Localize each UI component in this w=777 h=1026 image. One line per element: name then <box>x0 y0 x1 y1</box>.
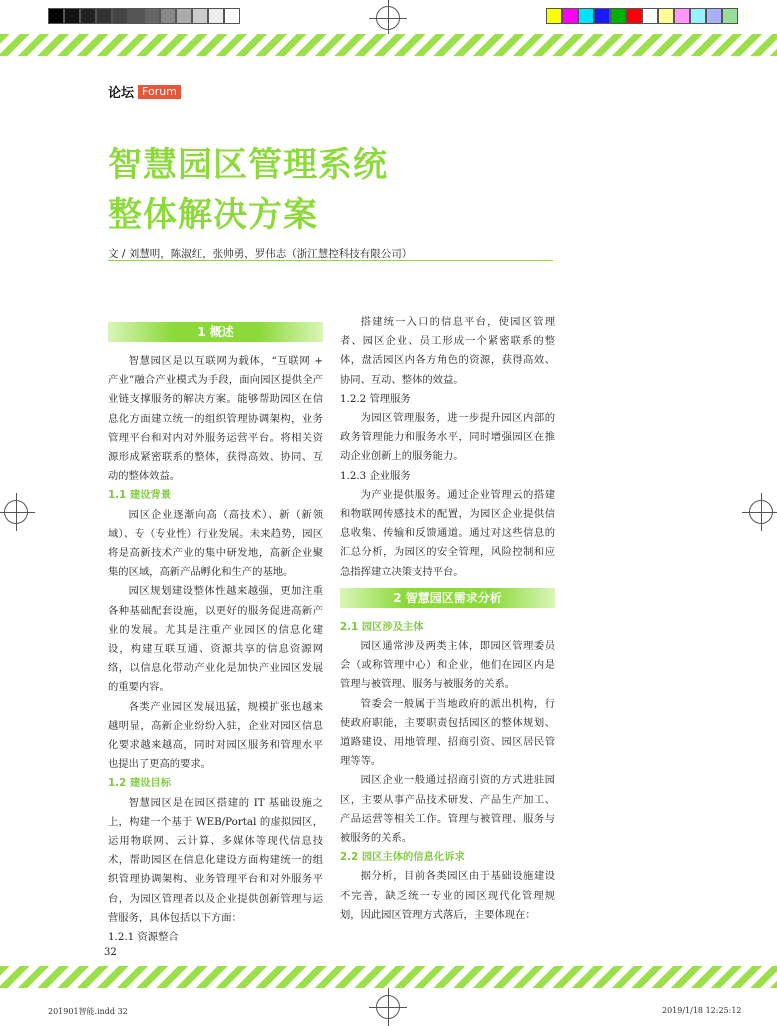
heading-1-2-1: 1.2.1 资源整合 <box>108 931 179 944</box>
paragraph: 为产业提供服务。通过企业管理云的搭建和物联网传感技术的配置，为园区企业提供信息收集、传输和反馈通道。通过对这些信息的汇总分析，为园区的安全管理，风险控制和应急指挥建立决策支持平台。 <box>340 488 555 578</box>
heading-2-2: 2.2 园区主体的信息化诉求 <box>340 851 465 864</box>
top-stripe <box>0 34 777 56</box>
article-title <box>108 140 388 240</box>
paragraph: 为园区管理服务，进一步提升园区内部的政务管理能力和服务水平，同时增强园区在推动企业创新上的服务能力。 <box>340 412 555 463</box>
page-number: 32 <box>104 947 117 958</box>
registration-mark-top <box>376 6 400 30</box>
paragraph: 园区通常涉及两类主体，即园区管理委员会（或称管理中心）和企业，他们在园区内是管理与被管理、服务与被服务的关系。 <box>340 640 555 691</box>
color-bar <box>546 8 738 24</box>
forum-tag: Forum <box>138 85 181 99</box>
title-line-1: 智慧园区管理系统 <box>108 145 388 185</box>
paragraph: 园区企业逐渐向高（高技术）、新（新领域）、专（专业性）行业发展。未来趋势，园区将是高新技术产业的集中研发地，高新企业聚集的区域，高新产品孵化和生产的基地。 <box>108 508 323 579</box>
grayscale-bar <box>48 8 240 24</box>
left-column <box>108 316 323 947</box>
paragraph: 搭建统一入口的信息平台，使园区管理者、园区企业、员工形成一个紧密联系的整体，盘活园区内各方角色的资源，获得高效、协同、互动、整体的效益。 <box>340 316 555 386</box>
footer-file: 201901智能.indd 32 <box>48 1007 128 1016</box>
heading-1-overview: 1 概述 <box>108 322 323 342</box>
heading-2-requirements: 2 智慧园区需求分析 <box>340 588 555 608</box>
bottom-stripe <box>0 966 777 988</box>
paragraph: 智慧园区是在园区搭建的 IT 基础设施之上，构建一个基于 WEB/Portal 的虚拟园区，运用物联网、云计算、多媒体等现代信息技术，帮助园区在信息化建设方面构建统一的组织管理协调架构、业务管理平台和对外服务平台，为园区管理者以及企业提供创新管理与运营服务，具体包括以下方面： <box>108 796 323 924</box>
heading-1-2-2: 1.2.2 管理服务 <box>340 392 411 405</box>
heading-1-2: 1.2 建设目标 <box>108 777 172 790</box>
registration-mark-right <box>749 500 773 524</box>
section-label-text: 论坛 <box>108 86 135 101</box>
heading-2-1: 2.1 园区涉及主体 <box>340 620 424 633</box>
footer-timestamp: 2019/1/18 12:25:12 <box>662 1006 742 1015</box>
right-column <box>340 313 555 925</box>
paragraph: 管委会一般属于当地政府的派出机构，行使政府职能，主要职责包括园区的整体规划、道路建设、用地管理、招商引资、园区居民管理等等。 <box>340 697 555 768</box>
paragraph: 智慧园区是以互联网为载体，“互联网 + 产业”融合产业模式为手段，面向园区提供全产业链支撑服务的解决方案。能够帮助园区在信息化方面建立统一的组织管理协调架构，业务管理平台和对内对外服务运营平台。将相关资源形成紧密联系的整体，获得高效、协同、互动的整体效益。 <box>108 355 323 483</box>
heading-1-1: 1.1 建设背景 <box>108 489 172 502</box>
section-label <box>108 82 181 101</box>
heading-1-2-3: 1.2.3 企业服务 <box>340 469 411 482</box>
title-rule <box>108 260 553 261</box>
paragraph: 园区规划建设整体性越来越强，更加注重各种基础配套设施，以更好的服务促进高新产业的发展。尤其是注重产业园区的信息化建设，构建互联互通、资源共享的信息资源网络，以信息化带动产业化是加快产业园区发展的重要内容。 <box>108 585 323 694</box>
paragraph: 园区企业一般通过招商引资的方式进驻园区，主要从事产品技术研发、产品生产加工、产品运营等相关工作。管理与被管理、服务与被服务的关系。 <box>340 774 555 845</box>
byline: 文 / 刘慧明，陈淑红，张帅勇，罗伟志（浙江慧控科技有限公司） <box>108 248 413 260</box>
paragraph: 各类产业园区发展迅猛，规模扩张也越来越明显，高新企业纷纷入驻，企业对园区信息化要求越来越高，同时对园区服务和管理水平也提出了更高的要求。 <box>108 700 323 771</box>
title-line-2: 整体解决方案 <box>108 195 318 235</box>
registration-mark-left <box>4 500 28 524</box>
paragraph: 据分析，目前各类园区由于基础设施建设不完善，缺乏统一专业的园区现代化管理规划，因此园区管理方式落后，主要体现在： <box>340 870 555 921</box>
registration-mark-bottom <box>376 995 400 1019</box>
